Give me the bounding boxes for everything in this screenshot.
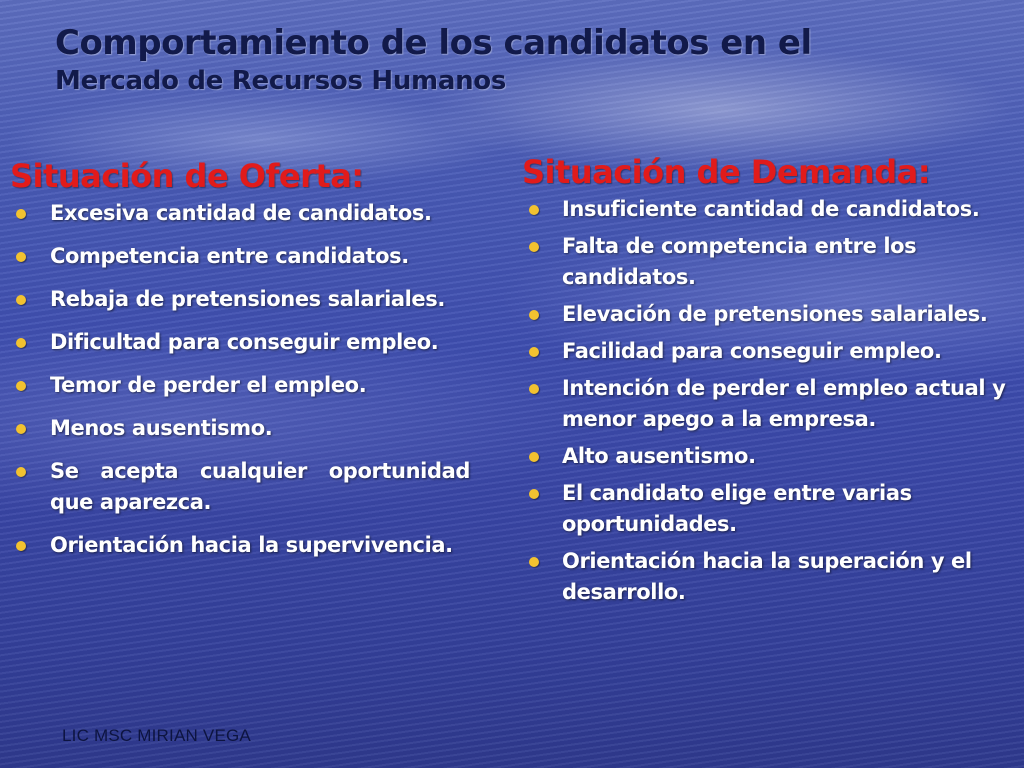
bullet-icon [16,338,26,348]
list-item-text: Competencia entre candidatos. [50,244,409,268]
list-item [522,231,1018,293]
slide-title-line1: Comportamiento de los candidatos en el [55,23,812,63]
list-item [10,370,470,401]
bullet-icon [529,310,539,320]
list-item [522,546,1018,608]
bullet-icon [16,381,26,391]
list-item [522,299,1018,330]
list-item [10,327,470,358]
bullet-icon [16,209,26,219]
bullet-icon [529,557,539,567]
list-item [522,478,1018,540]
list-item [522,336,1018,367]
list-item-text: Insuficiente cantidad de candidatos. [562,197,980,221]
bullet-icon [529,205,539,215]
bullet-icon [529,452,539,462]
oferta-list [10,198,470,561]
list-item [10,284,470,315]
bullet-icon [529,347,539,357]
list-item-text: Falta de competencia entre los candidatos. [562,234,917,289]
bullet-icon [529,489,539,499]
footer-author: LIC MSC MIRIAN VEGA [62,726,251,745]
bullet-icon [529,242,539,252]
list-item [10,456,470,518]
list-item [522,194,1018,225]
list-item-text: Menos ausentismo. [50,416,273,440]
list-item [10,241,470,272]
demanda-list [522,194,1018,608]
list-item-text: Orientación hacia la superación y el desarrollo. [562,549,972,604]
list-item-text: Se acepta cualquier oportunidad que aparezca. [50,459,470,514]
oferta-column [10,156,470,573]
list-item [522,441,1018,472]
demanda-heading: Situación de Demanda: [522,153,931,191]
bullet-icon [16,541,26,551]
bullet-icon [16,252,26,262]
list-item-text: Excesiva cantidad de candidatos. [50,201,432,225]
list-item-text: Dificultad para conseguir empleo. [50,330,439,354]
list-item-text: El candidato elige entre varias oportunidades. [562,481,912,536]
demanda-column [522,152,1018,614]
list-item-text: Alto ausentismo. [562,444,756,468]
list-item-text: Orientación hacia la supervivencia. [50,533,453,557]
list-item-text: Rebaja de pretensiones salariales. [50,287,445,311]
list-item-text: Intención de perder el empleo actual y menor apego a la empresa. [562,376,1006,431]
list-item [522,373,1018,435]
bullet-icon [529,384,539,394]
list-item [10,530,470,561]
oferta-heading: Situación de Oferta: [10,157,364,195]
list-item [10,413,470,444]
slide-title-line2: Mercado de Recursos Humanos [55,66,507,96]
bullet-icon [16,467,26,477]
bullet-icon [16,424,26,434]
list-item-text: Facilidad para conseguir empleo. [562,339,942,363]
list-item-text: Elevación de pretensiones salariales. [562,302,988,326]
list-item [10,198,470,229]
list-item-text: Temor de perder el empleo. [50,373,367,397]
slide-title [55,22,1015,98]
bullet-icon [16,295,26,305]
